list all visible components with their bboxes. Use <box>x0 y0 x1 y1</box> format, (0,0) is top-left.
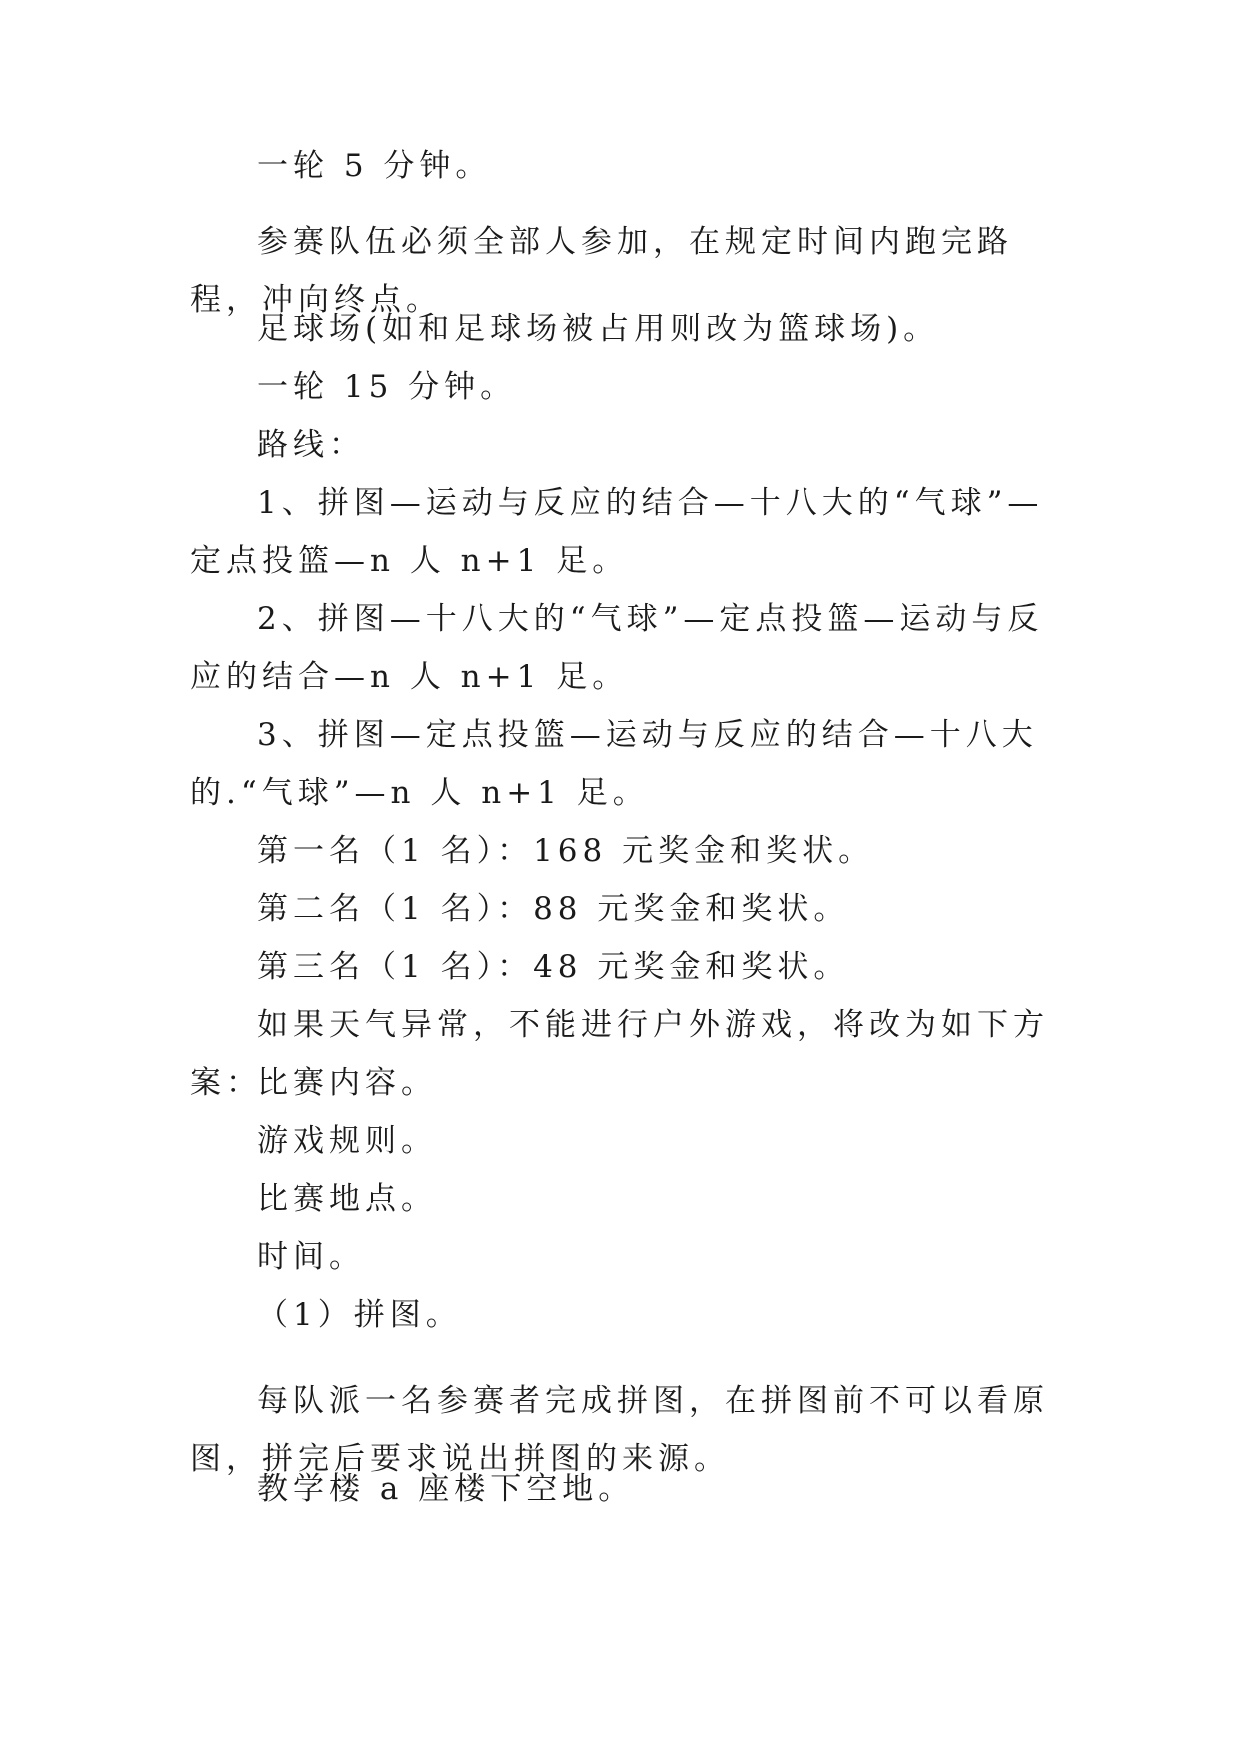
paragraph-4: 一轮 15 分钟。 <box>257 369 517 405</box>
paragraph-1: 一轮 5 分钟。 <box>257 148 492 184</box>
paragraph-6: 1、拼图—运动与反应的结合—十八大的“气球”—定点投篮—n 人 n+1 足。 <box>190 485 1044 579</box>
paragraph-3: 足球场(如和足球场被占用则改为篮球场)。 <box>257 311 940 347</box>
paragraph-17: （1）拼图。 <box>257 1297 462 1333</box>
paragraph-19: 教学楼 a 座楼下空地。 <box>257 1471 635 1507</box>
paragraph-12: 如果天气异常，不能进行户外游戏，将改为如下方案： <box>190 1007 1049 1101</box>
paragraph-5: 路线： <box>257 427 365 463</box>
paragraph-13: 比赛内容。 <box>257 1065 437 1101</box>
paragraph-16: 时间。 <box>257 1239 365 1275</box>
paragraph-2: 参赛队伍必须全部人参加，在规定时间内跑完路程，冲向终点。 <box>190 224 1013 318</box>
paragraph-7: 2、拼图—十八大的“气球”—定点投篮—运动与反应的结合—n 人 n+1 足。 <box>190 601 1044 695</box>
paragraph-8: 3、拼图—定点投篮—运动与反应的结合—十八大的.“气球”—n 人 n+1 足。 <box>190 717 1038 811</box>
paragraph-10: 第二名（1 名）：88 元奖金和奖状。 <box>257 891 850 927</box>
paragraph-11: 第三名（1 名）：48 元奖金和奖状。 <box>257 949 850 985</box>
paragraph-14: 游戏规则。 <box>257 1123 437 1159</box>
paragraph-15: 比赛地点。 <box>257 1181 437 1217</box>
paragraph-18: 每队派一名参赛者完成拼图，在拼图前不可以看原图，拼完后要求说出拼图的来源。 <box>190 1383 1049 1477</box>
paragraph-9: 第一名（1 名）：168 元奖金和奖状。 <box>257 833 875 869</box>
